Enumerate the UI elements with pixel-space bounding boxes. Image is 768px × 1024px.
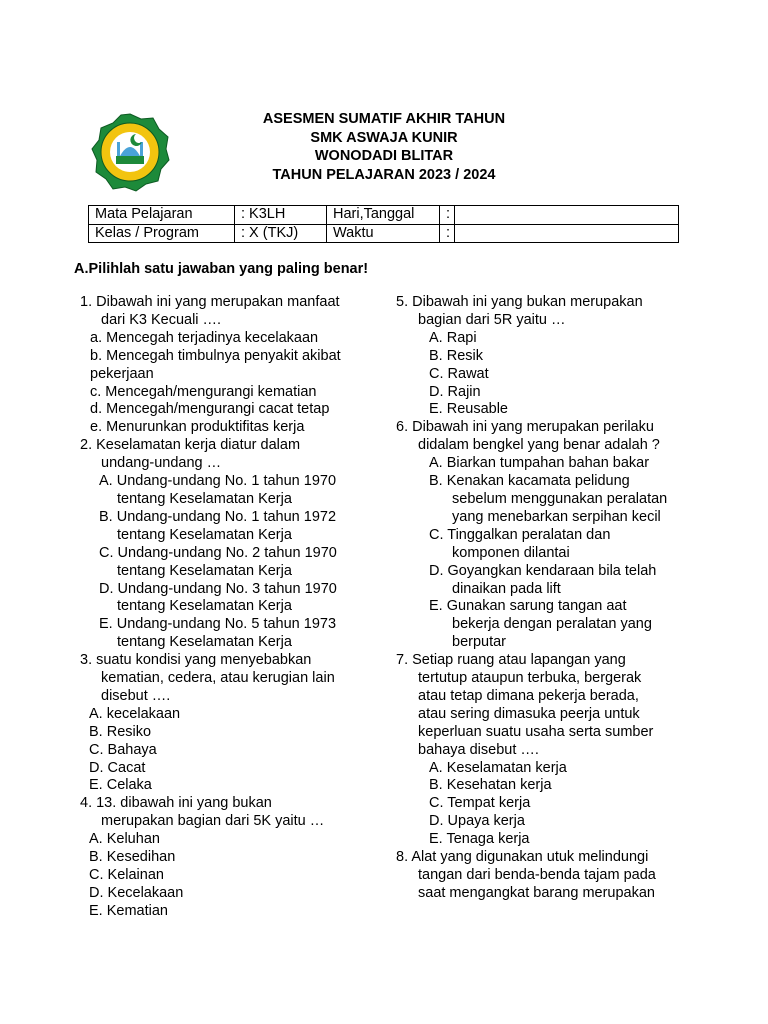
section-letter: A. — [74, 261, 89, 277]
question-line: berputar — [452, 634, 507, 651]
question-line: merupakan bagian dari 5K yaitu … — [101, 813, 325, 830]
question-line: A. Keselamatan kerja — [429, 759, 567, 776]
question-line: b. Mencegah timbulnya penyakit akibat — [90, 347, 341, 364]
question-line: C. Rawat — [429, 365, 489, 382]
question-line: B. Kesedihan — [89, 849, 176, 866]
question-line: E. Undang-undang No. 5 tahun 1973 — [99, 616, 337, 633]
time-label: Waktu — [327, 224, 440, 243]
info-row — [89, 206, 679, 225]
date-value — [455, 206, 679, 225]
question-line: tentang Keselamatan Kerja — [117, 598, 292, 615]
question-line: didalam bengkel yang benar adalah ? — [418, 437, 660, 454]
question-line: disebut …. — [101, 687, 171, 704]
class-label: Kelas / Program — [89, 224, 235, 243]
question-line: e. Menurunkan produktifitas kerja — [90, 419, 305, 436]
question-line: A. Rapi — [429, 329, 477, 346]
question-line: B. Undang-undang No. 1 tahun 1972 — [99, 508, 337, 525]
question-line: kematian, cedera, atau kerugian lain — [101, 670, 335, 687]
date-label: Hari,Tanggal — [327, 206, 440, 225]
question-line: B. Kenakan kacamata pelidung — [429, 473, 630, 490]
question-line: pekerjaan — [90, 365, 154, 382]
question-line: undang-undang … — [101, 455, 222, 472]
question-line: tentang Keselamatan Kerja — [117, 526, 292, 543]
question-line: dinaikan pada lift — [452, 580, 561, 597]
question-line: D. Undang-undang No. 3 tahun 1970 — [99, 580, 337, 597]
question-line: bagian dari 5R yaitu … — [418, 311, 566, 328]
question-line: D. Upaya kerja — [429, 813, 525, 830]
question-line: D. Cacat — [89, 759, 146, 776]
question-line: C. Tinggalkan peralatan dan — [429, 526, 611, 543]
question-line: yang menebarkan serpihan kecil — [452, 508, 661, 525]
question-line: keperluan suatu usaha serta sumber — [418, 723, 654, 740]
question-line: C. Bahaya — [89, 741, 157, 758]
question-line: A. Biarkan tumpahan bahan bakar — [429, 455, 650, 472]
question-line: c. Mencegah/mengurangi kematian — [90, 383, 317, 400]
class-value: : X (TKJ) — [235, 224, 327, 243]
question-line: atau sering dimasuka peerja untuk — [418, 705, 640, 722]
question-line: E. Reusable — [429, 401, 508, 418]
question-line: saat mengangkat barang merupakan — [418, 884, 655, 901]
question-line: E. Gunakan sarung tangan aat — [429, 598, 627, 615]
question-line: 2. Keselamatan kerja diatur dalam — [80, 437, 301, 454]
question-line: tangan dari benda-benda tajam pada — [418, 867, 656, 883]
time-colon: : — [440, 224, 455, 243]
time-value — [455, 224, 679, 243]
question-line: 5. Dibawah ini yang bukan merupakan — [396, 294, 643, 310]
question-line: E. Celaka — [89, 777, 152, 794]
question-line: sebelum menggunakan peralatan — [452, 490, 668, 507]
info-table — [88, 205, 679, 243]
question-line: D. Kecelakaan — [89, 884, 184, 901]
left-question-column — [80, 294, 380, 921]
question-line: A. kecelakaan — [89, 705, 181, 722]
question-line: B. Kesehatan kerja — [429, 777, 552, 794]
header-location: WONODADI BLITAR — [314, 148, 454, 164]
question-line: d. Mencegah/mengurangi cacat tetap — [90, 401, 330, 418]
question-line: bekerja dengan peralatan yang — [452, 616, 652, 633]
question-line: A. Keluhan — [89, 831, 160, 848]
question-line: a. Mencegah terjadinya kecelakaan — [90, 329, 319, 346]
section-title: Pilihlah satu jawaban yang paling benar! — [88, 261, 369, 277]
section-heading — [74, 261, 368, 277]
document-header — [0, 110, 768, 184]
question-line: 6. Dibawah ini yang merupakan perilaku — [396, 419, 654, 436]
question-line: E. Tenaga kerja — [429, 831, 530, 848]
question-line: tentang Keselamatan Kerja — [117, 562, 292, 579]
question-line: B. Resik — [429, 347, 483, 364]
question-line: C. Kelainan — [89, 867, 164, 883]
right-question-column — [396, 294, 686, 903]
question-line: tertutup ataupun terbuka, bergerak — [418, 670, 642, 687]
date-colon: : — [440, 206, 455, 225]
header-school: SMK ASWAJA KUNIR — [310, 129, 458, 146]
question-line: 4. 13. dibawah ini yang bukan — [80, 795, 272, 812]
info-row — [89, 224, 679, 243]
question-line: dari K3 Kecuali …. — [101, 311, 222, 328]
question-line: tentang Keselamatan Kerja — [117, 490, 292, 507]
question-line: atau tetap dimana pekerja berada, — [418, 687, 639, 704]
question-line: 7. Setiap ruang atau lapangan yang — [396, 652, 626, 669]
question-line: C. Undang-undang No. 2 tahun 1970 — [99, 544, 337, 561]
question-line: D. Rajin — [429, 383, 481, 400]
question-line: B. Resiko — [89, 723, 152, 740]
question-line: 1. Dibawah ini yang merupakan manfaat — [80, 294, 340, 310]
question-line: 8. Alat yang digunakan utuk melindungi — [396, 849, 649, 866]
question-line: bahaya disebut …. — [418, 741, 539, 758]
question-line: E. Kematian — [89, 902, 168, 919]
subject-value: : K3LH — [235, 206, 327, 225]
subject-label: Mata Pelajaran — [89, 206, 235, 225]
question-line: C. Tempat kerja — [429, 795, 531, 812]
header-year: TAHUN PELAJARAN 2023 / 2024 — [272, 166, 496, 183]
question-line: D. Goyangkan kendaraan bila telah — [429, 562, 657, 579]
question-line: tentang Keselamatan Kerja — [117, 634, 292, 651]
question-line: komponen dilantai — [452, 544, 570, 561]
question-line: A. Undang-undang No. 1 tahun 1970 — [99, 473, 337, 490]
header-title: ASESMEN SUMATIF AKHIR TAHUN — [262, 111, 506, 127]
question-line: 3. suatu kondisi yang menyebabkan — [80, 652, 312, 669]
